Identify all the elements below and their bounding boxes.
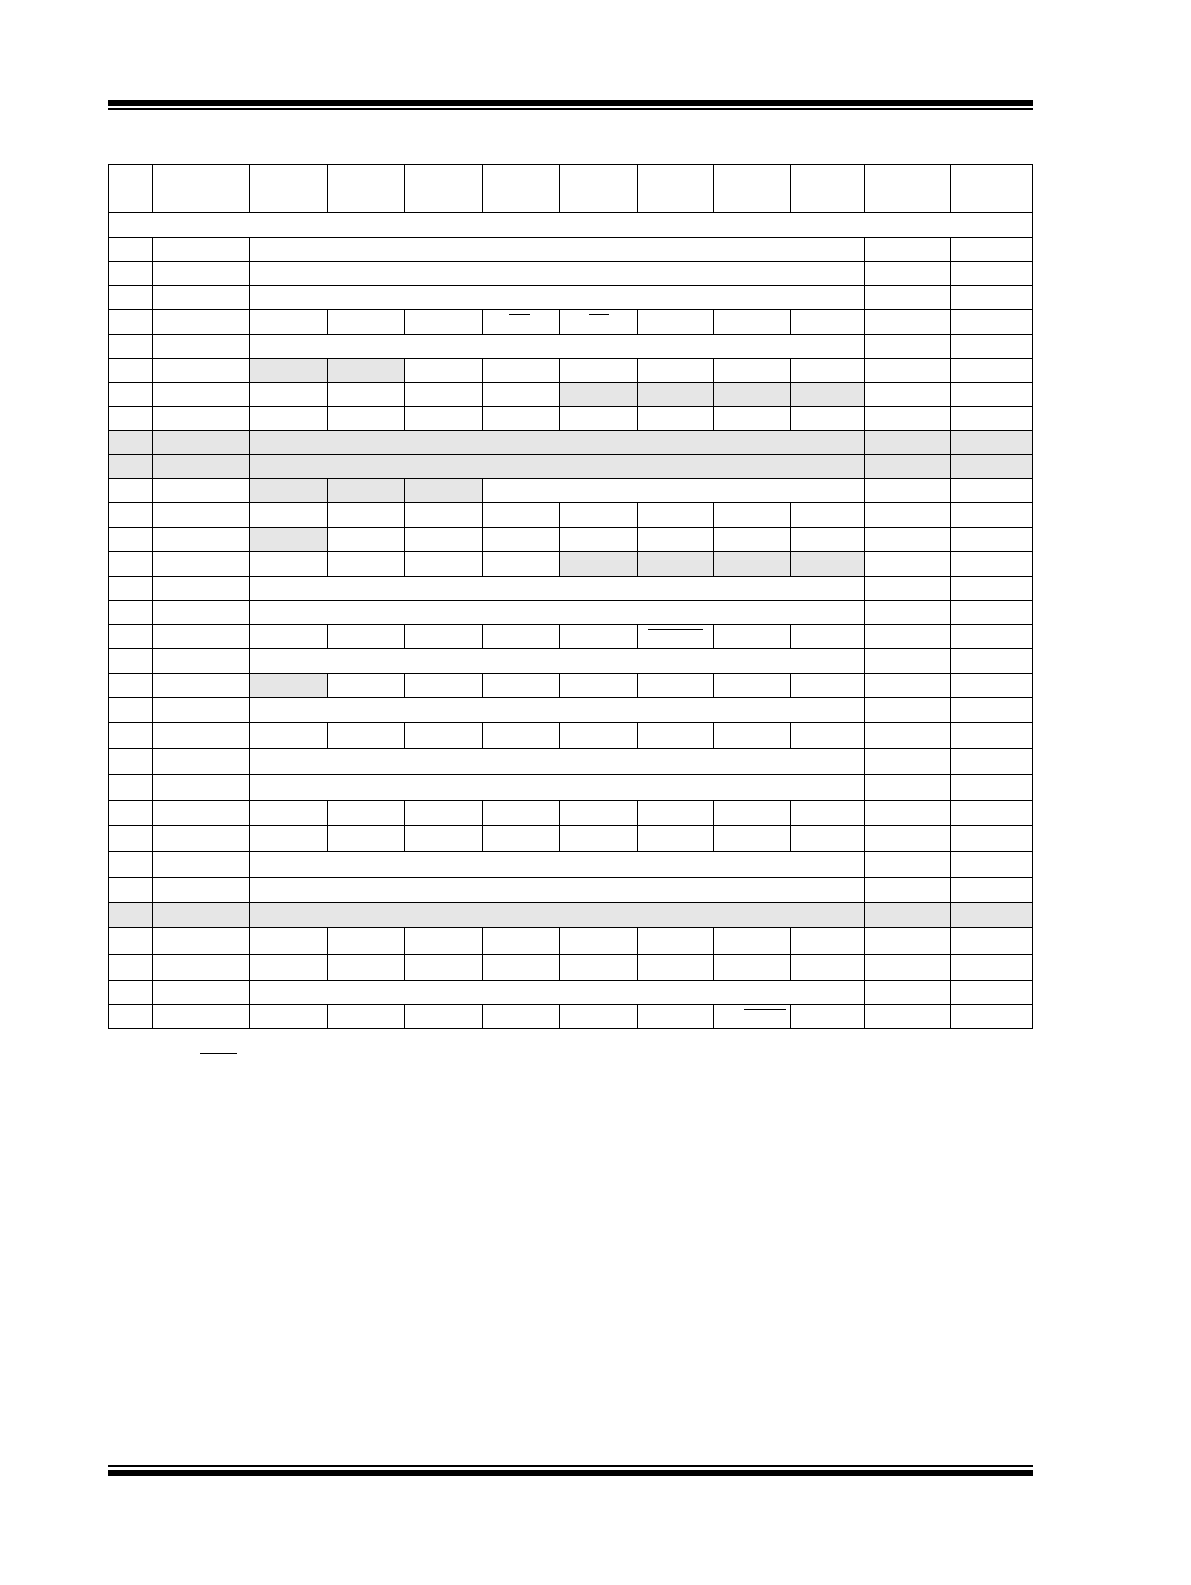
table-cell (152, 624, 250, 649)
table-cell (152, 309, 250, 335)
table-cell (482, 1004, 560, 1029)
table-cell (637, 358, 714, 383)
overline-mark (509, 314, 530, 315)
table-cell (559, 1004, 638, 1029)
table-cell (108, 261, 153, 286)
table-cell (327, 478, 405, 503)
overline-mark (648, 629, 703, 630)
table-cell (950, 502, 1033, 528)
table-cell (108, 954, 153, 981)
table-cell (790, 358, 865, 383)
table-cell (249, 954, 328, 981)
section-heading-row (108, 212, 1033, 238)
table-cell (482, 624, 560, 649)
table-cell (482, 673, 560, 698)
table-cell (404, 927, 483, 955)
table-cell (950, 358, 1033, 383)
table-cell (713, 800, 791, 826)
header-cell (637, 164, 714, 213)
table-cell (108, 624, 153, 649)
table-cell (950, 624, 1033, 649)
table-cell (108, 527, 153, 552)
header-cell (864, 164, 951, 213)
table-cell (864, 309, 951, 335)
table-cell (152, 600, 250, 625)
table-cell (950, 697, 1033, 723)
table-cell (950, 527, 1033, 552)
table-cell (152, 697, 250, 723)
table-cell (790, 502, 865, 528)
table-cell (864, 825, 951, 852)
table-cell (152, 334, 250, 359)
table-cell (864, 334, 951, 359)
table-cell (327, 406, 405, 431)
table-cell (108, 980, 153, 1005)
table-cell (713, 624, 791, 649)
table-cell (790, 1004, 865, 1029)
table-cell (249, 382, 328, 407)
table-cell (249, 800, 328, 826)
table-cell (327, 722, 405, 749)
table-cell (559, 309, 638, 335)
table-cell (790, 722, 865, 749)
table-cell (152, 285, 250, 310)
table-cell (404, 1004, 483, 1029)
table-cell (249, 648, 865, 674)
table-cell (327, 358, 405, 383)
table-cell (108, 774, 153, 801)
table-cell (713, 825, 791, 852)
table-cell (864, 851, 951, 878)
table-cell (152, 237, 250, 262)
table-cell (249, 576, 865, 601)
table-cell (559, 954, 638, 981)
table-cell (108, 927, 153, 955)
table-cell (950, 285, 1033, 310)
table-cell (108, 902, 153, 928)
table-cell (950, 748, 1033, 775)
table-cell (559, 927, 638, 955)
table-cell (637, 825, 714, 852)
table-cell (864, 600, 951, 625)
table-cell (713, 722, 791, 749)
table-cell (152, 954, 250, 981)
table-cell (950, 877, 1033, 903)
table-cell (152, 927, 250, 955)
table-cell (482, 478, 865, 503)
table-cell (152, 454, 250, 479)
table-cell (152, 902, 250, 928)
table-cell (637, 624, 714, 649)
table-cell (482, 927, 560, 955)
table-cell (790, 673, 865, 698)
header-rule-thin (108, 108, 1033, 110)
table-cell (152, 382, 250, 407)
table-cell (950, 600, 1033, 625)
table-cell (950, 980, 1033, 1005)
table-cell (482, 382, 560, 407)
table-cell (790, 800, 865, 826)
table-cell (249, 980, 865, 1005)
table-cell (864, 648, 951, 674)
table-cell (864, 877, 951, 903)
table-cell (108, 454, 153, 479)
table-cell (864, 285, 951, 310)
table-cell (790, 382, 865, 407)
table-cell (249, 309, 328, 335)
header-cell (713, 164, 791, 213)
table-cell (864, 237, 951, 262)
table-cell (637, 502, 714, 528)
table-cell (327, 673, 405, 698)
table-cell (482, 406, 560, 431)
table-cell (249, 697, 865, 723)
table-cell (864, 624, 951, 649)
table-cell (950, 309, 1033, 335)
table-cell (152, 648, 250, 674)
table-cell (152, 722, 250, 749)
table-cell (950, 902, 1033, 928)
table-cell (327, 800, 405, 826)
table-cell (559, 358, 638, 383)
table-cell (864, 358, 951, 383)
table-cell (108, 478, 153, 503)
table-cell (637, 527, 714, 552)
table-cell (152, 800, 250, 826)
footer-rule-thick (108, 1470, 1033, 1476)
table-cell (249, 851, 865, 878)
table-cell (950, 237, 1033, 262)
table-cell (108, 673, 153, 698)
table-cell (249, 285, 865, 310)
table-cell (404, 358, 483, 383)
table-cell (108, 237, 153, 262)
table-cell (404, 624, 483, 649)
table-cell (950, 576, 1033, 601)
table-cell (559, 406, 638, 431)
table-cell (864, 406, 951, 431)
table-cell (864, 954, 951, 981)
table-cell (559, 722, 638, 749)
table-cell (950, 673, 1033, 698)
table-cell (249, 722, 328, 749)
table-cell (249, 454, 865, 479)
table-cell (108, 800, 153, 826)
table-cell (152, 1004, 250, 1029)
table-cell (713, 954, 791, 981)
header-cell (559, 164, 638, 213)
table-cell (404, 954, 483, 981)
table-cell (790, 927, 865, 955)
table-cell (864, 551, 951, 577)
table-cell (950, 406, 1033, 431)
table-cell (950, 334, 1033, 359)
table-cell (637, 406, 714, 431)
table-cell (864, 697, 951, 723)
table-cell (950, 927, 1033, 955)
table-cell (864, 454, 951, 479)
header-cell (482, 164, 560, 213)
table-cell (152, 877, 250, 903)
overline-mark (589, 314, 609, 315)
table-cell (249, 237, 865, 262)
table-cell (152, 673, 250, 698)
table-cell (108, 309, 153, 335)
table-cell (864, 478, 951, 503)
table-cell (713, 527, 791, 552)
table-cell (404, 478, 483, 503)
table-cell (249, 358, 328, 383)
table-cell (152, 527, 250, 552)
table-cell (482, 800, 560, 826)
table-cell (864, 902, 951, 928)
table-cell (950, 722, 1033, 749)
table-cell (108, 285, 153, 310)
table-cell (950, 261, 1033, 286)
header-cell (108, 164, 153, 213)
table-cell (108, 851, 153, 878)
table-cell (559, 382, 638, 407)
table-cell (152, 748, 250, 775)
table-cell (950, 551, 1033, 577)
table-cell (637, 673, 714, 698)
header-cell (327, 164, 405, 213)
table-cell (327, 825, 405, 852)
table-cell (249, 551, 328, 577)
table-cell (864, 1004, 951, 1029)
table-cell (108, 406, 153, 431)
table-cell (713, 927, 791, 955)
table-cell (249, 334, 865, 359)
table-cell (108, 648, 153, 674)
table-cell (482, 722, 560, 749)
table-cell (152, 502, 250, 528)
table-cell (559, 825, 638, 852)
table-cell (108, 877, 153, 903)
table-cell (950, 954, 1033, 981)
table-cell (108, 502, 153, 528)
table-cell (482, 502, 560, 528)
table-cell (864, 430, 951, 455)
table-cell (637, 551, 714, 577)
table-cell (864, 980, 951, 1005)
table-cell (864, 576, 951, 601)
table-cell (108, 430, 153, 455)
table-cell (713, 1004, 791, 1029)
table-cell (950, 454, 1033, 479)
table-cell (559, 502, 638, 528)
table-cell (713, 551, 791, 577)
table-cell (108, 358, 153, 383)
table-cell (559, 624, 638, 649)
table-cell (152, 358, 250, 383)
table-cell (864, 774, 951, 801)
table-cell (152, 430, 250, 455)
table-cell (327, 502, 405, 528)
table-cell (790, 527, 865, 552)
table-cell (790, 309, 865, 335)
table-cell (790, 406, 865, 431)
table-cell (950, 648, 1033, 674)
table-cell (152, 478, 250, 503)
table-cell (637, 722, 714, 749)
table-cell (864, 527, 951, 552)
footer-rule-thin (108, 1465, 1033, 1467)
table-cell (559, 551, 638, 577)
table-cell (249, 927, 328, 955)
table-cell (864, 502, 951, 528)
table-cell (249, 1004, 328, 1029)
note-overline-mark (200, 1053, 237, 1054)
table-cell (950, 430, 1033, 455)
table-cell (108, 825, 153, 852)
table-cell (790, 624, 865, 649)
table-cell (864, 800, 951, 826)
table-cell (559, 673, 638, 698)
table-cell (790, 551, 865, 577)
table-cell (637, 800, 714, 826)
table-cell (108, 1004, 153, 1029)
table-cell (404, 502, 483, 528)
table-cell (864, 748, 951, 775)
header-cell (950, 164, 1033, 213)
table-cell (637, 382, 714, 407)
table-cell (482, 358, 560, 383)
header-cell (790, 164, 865, 213)
header-rule-thick (108, 100, 1033, 106)
table-cell (404, 722, 483, 749)
table-cell (327, 551, 405, 577)
table-cell (327, 309, 405, 335)
table-cell (249, 902, 865, 928)
table-cell (249, 877, 865, 903)
table-cell (950, 800, 1033, 826)
table-cell (404, 406, 483, 431)
table-cell (249, 527, 328, 552)
table-cell (249, 430, 865, 455)
table-cell (637, 954, 714, 981)
table-cell (152, 825, 250, 852)
table-cell (327, 527, 405, 552)
table-cell (108, 697, 153, 723)
table-cell (950, 1004, 1033, 1029)
table-cell (249, 600, 865, 625)
table-cell (790, 825, 865, 852)
table-cell (249, 261, 865, 286)
table-cell (637, 927, 714, 955)
table-cell (713, 358, 791, 383)
table-cell (249, 774, 865, 801)
table-cell (108, 382, 153, 407)
table-cell (864, 382, 951, 407)
table-cell (249, 478, 328, 503)
table-cell (152, 774, 250, 801)
table-cell (249, 406, 328, 431)
table-cell (249, 825, 328, 852)
table-cell (108, 722, 153, 749)
table-cell (482, 825, 560, 852)
table-cell (249, 748, 865, 775)
table-cell (482, 954, 560, 981)
table-cell (152, 980, 250, 1005)
header-cell (404, 164, 483, 213)
table-cell (713, 502, 791, 528)
table-cell (152, 576, 250, 601)
table-cell (108, 551, 153, 577)
table-cell (152, 406, 250, 431)
table-cell (108, 600, 153, 625)
table-cell (404, 673, 483, 698)
table-cell (790, 954, 865, 981)
table-cell (637, 309, 714, 335)
table-cell (404, 382, 483, 407)
table-cell (482, 551, 560, 577)
table-cell (864, 927, 951, 955)
header-cell (249, 164, 328, 213)
table-cell (950, 851, 1033, 878)
table-cell (249, 624, 328, 649)
table-cell (249, 502, 328, 528)
table-cell (950, 478, 1033, 503)
table-cell (713, 382, 791, 407)
table-cell (404, 825, 483, 852)
table-cell (864, 673, 951, 698)
table-cell (327, 954, 405, 981)
table-cell (327, 927, 405, 955)
table-cell (637, 1004, 714, 1029)
table-cell (713, 673, 791, 698)
overline-mark (744, 1009, 786, 1010)
table-cell (713, 309, 791, 335)
table-cell (404, 309, 483, 335)
table-cell (404, 800, 483, 826)
table-cell (152, 851, 250, 878)
table-cell (950, 382, 1033, 407)
table-cell (327, 624, 405, 649)
table-cell (864, 261, 951, 286)
table-cell (108, 748, 153, 775)
table-cell (152, 261, 250, 286)
table-cell (249, 673, 328, 698)
table-cell (108, 576, 153, 601)
table-cell (950, 825, 1033, 852)
table-cell (152, 551, 250, 577)
table-cell (404, 527, 483, 552)
table-cell (482, 309, 560, 335)
table-cell (950, 774, 1033, 801)
table-cell (713, 406, 791, 431)
table-cell (404, 551, 483, 577)
table-cell (327, 1004, 405, 1029)
table-cell (864, 722, 951, 749)
table-cell (327, 382, 405, 407)
header-cell (152, 164, 250, 213)
table-cell (559, 800, 638, 826)
table-cell (559, 527, 638, 552)
table-cell (482, 527, 560, 552)
table-cell (108, 334, 153, 359)
